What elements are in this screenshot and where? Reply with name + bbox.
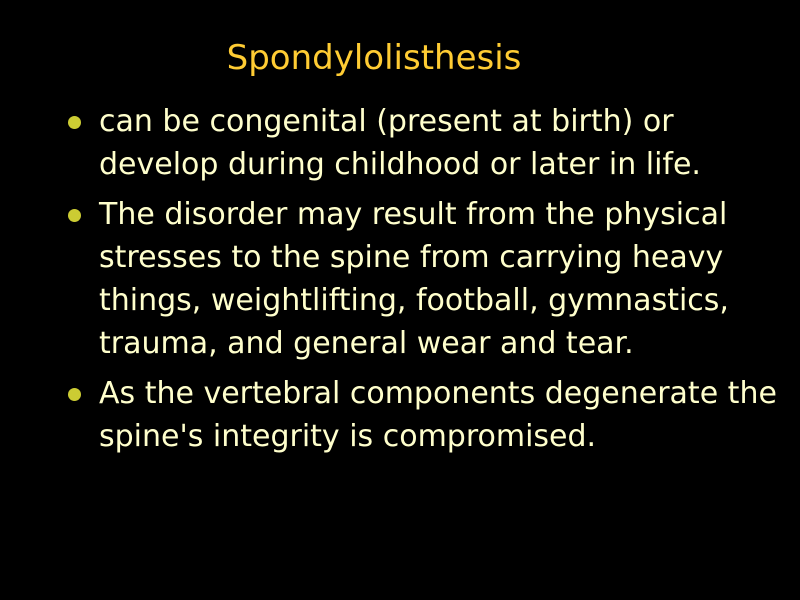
bullet-text: As the vertebral components degenerate the spine's integrity is compromised. [99, 376, 777, 454]
bullet-item [64, 100, 794, 186]
bullet-text: The disorder may result from the physical stresses to the spine from carrying heavy things, weightlifting, football, gymnastics, trauma, and general wear and tear. [99, 197, 729, 361]
bullet-item [64, 193, 794, 365]
bullet-item [64, 372, 794, 458]
slide-title: Spondylolisthesis [226, 38, 522, 78]
bullet-dot-icon [68, 209, 81, 222]
bullet-dot-icon [68, 388, 81, 401]
bullet-list [64, 100, 794, 465]
bullet-dot-icon [68, 116, 81, 129]
bullet-text: can be congenital (present at birth) or develop during childhood or later in life. [99, 104, 701, 182]
